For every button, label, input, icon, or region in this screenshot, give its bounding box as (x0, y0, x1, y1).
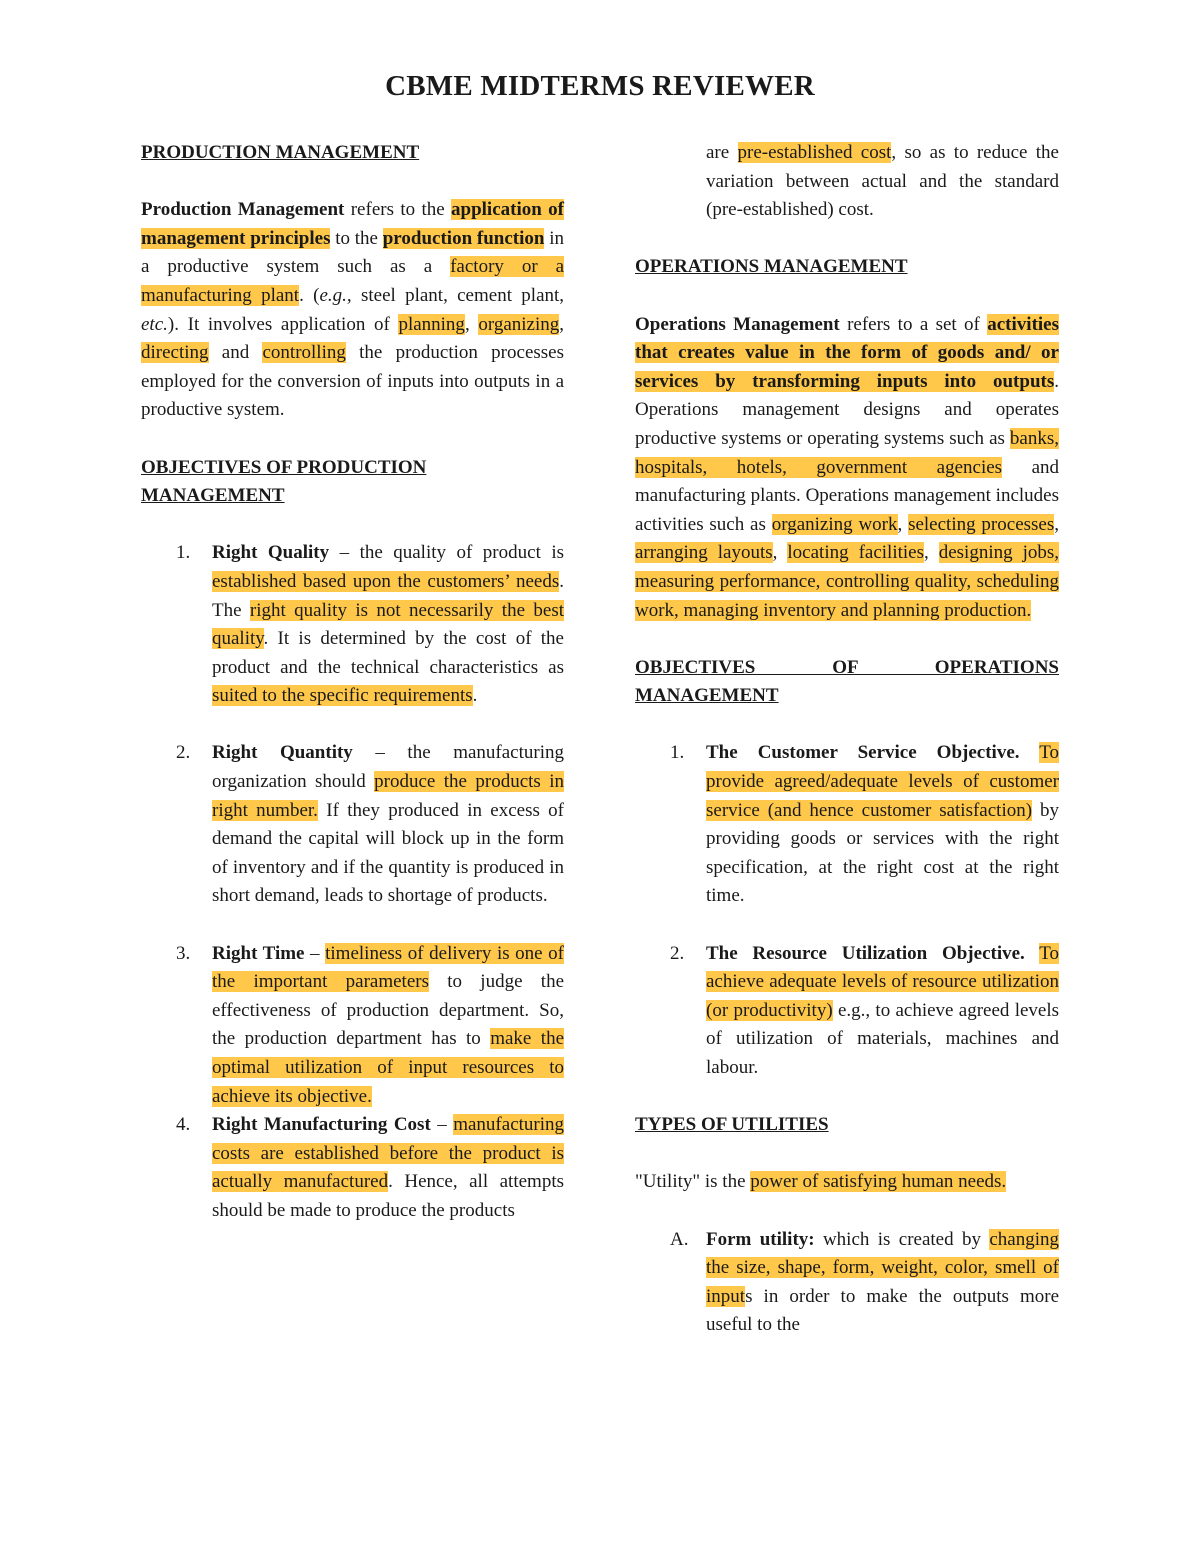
utility-item: A. Form utility: which is created by changing the size, shape, form, weight, color, smell of inputs in order to make the outputs more useful to the (635, 1226, 1059, 1340)
operations-management-heading: OPERATIONS MANAGEMENT (635, 256, 908, 278)
production-objective-item: 2. Right Quantity – the manufacturing organization should produce the products in right number. If they produced in excess of demand the capital will block up in the form of inventory and if the quantity is produced in short demand, leads to shortage of products. (141, 739, 564, 911)
highlight: pre-established cost (737, 142, 892, 163)
types-of-utilities-heading: TYPES OF UTILITIES (635, 1114, 829, 1136)
list-number: 2. (176, 742, 191, 764)
highlight: organizing (478, 313, 560, 335)
item-title: Right Quality (212, 542, 330, 564)
highlight: produce the products in right number. (212, 771, 564, 821)
operations-objectives-heading: OBJECTIVES OF OPERATIONS MANAGEMENT (635, 656, 1059, 707)
production-objectives-heading: OBJECTIVES OF PRODUCTION MANAGEMENT (141, 456, 427, 507)
item-title: Right Quantity (212, 742, 353, 764)
term: Production Management (141, 199, 345, 221)
production-objective-item: 1. Right Quality – the quality of product is established based upon the customers’ needs. The right quality is not necessarily the best quality. It is determined by the cost of the product and the technical characteristics as suited to the specific requirements. (141, 539, 564, 711)
highlight: directing (141, 342, 209, 364)
continuation-text: are pre-established cost, so as to reduce the variation between actual and the standard (pre-established) cost. (706, 142, 1059, 221)
highlight: application of management principles (141, 199, 564, 249)
highlight: organizing work (771, 513, 898, 535)
item-title: The Customer Service Objective. (706, 742, 1020, 764)
highlight: designing jobs, measuring performance, controlling quality, scheduling work, managing inventory and planning production. (635, 542, 1060, 621)
highlight: To provide agreed/adequate levels of customer service (and hence customer satisfaction) (706, 742, 1059, 821)
highlight: make the optimal utilization of input resources to achieve its objective. (212, 1028, 564, 1107)
item-title: Form utility: (706, 1228, 815, 1250)
highlight: planning (398, 313, 465, 335)
highlight: locating facilities (787, 542, 924, 564)
production-objective-item: 4. Right Manufacturing Cost – manufacturing costs are established before the product is actually manufactured. Hence, all attempts should be made to produce the products (141, 1111, 564, 1225)
highlight: arranging layouts (635, 542, 773, 564)
highlight: suited to the specific requirements (212, 685, 473, 707)
highlight: production function (382, 227, 545, 249)
highlight: To achieve adequate levels of resource utilization (or productivity) (706, 942, 1059, 1021)
production-objective-item: 3. Right Time – timeliness of delivery is one of the important parameters to judge the effectiveness of production department. So, the production department has to make the optimal utilization of input resources to achieve its objective. (141, 940, 564, 1112)
list-number: 1. (670, 742, 685, 764)
highlight: power of satisfying human needs. (750, 1171, 1007, 1193)
operations-objective-item: 1. The Customer Service Objective. To provide agreed/adequate levels of customer service (and hence customer satisfaction) by providing goods or services with the right specification, at the right cost at the right time. (635, 739, 1059, 911)
left-column (141, 139, 564, 1226)
highlight: manufacturing costs are established before the product is actually manufactured (212, 1114, 565, 1193)
list-number: 2. (670, 942, 685, 964)
list-number: 3. (176, 942, 191, 964)
item-title: Right Time (212, 942, 305, 964)
item-title: The Resource Utilization Objective. (706, 942, 1025, 964)
right-column (635, 139, 1059, 1340)
list-number: 1. (176, 542, 191, 564)
utility-definition: "Utility" is the power of satisfying human needs. (635, 1171, 1007, 1193)
operations-objective-item: 2. The Resource Utilization Objective. To achieve adequate levels of resource utilization (or productivity) e.g., to achieve agreed levels of utilization of materials, machines and labour. (635, 940, 1059, 1083)
highlight: right quality is not necessarily the best quality (212, 599, 564, 650)
term: Operations Management (635, 313, 840, 335)
page-title: CBME MIDTERMS REVIEWER (385, 70, 815, 102)
highlight: factory or a manufacturing plant (141, 256, 564, 306)
production-management-heading: PRODUCTION MANAGEMENT (141, 142, 420, 163)
list-letter: A. (670, 1228, 689, 1250)
highlight: established based upon the customers’ needs (212, 570, 560, 592)
highlight: timeliness of delivery is one of the important parameters (212, 942, 565, 993)
highlight: selecting processes (908, 513, 1055, 535)
highlight: banks, hospitals, hotels, government agencies (635, 427, 1059, 478)
item-title: Right Manufacturing Cost (212, 1114, 431, 1136)
highlight: controlling (262, 342, 346, 364)
production-management-definition: Production Management refers to the application of management principles to the production function in a productive system such as a factory or a manufacturing plant. (e.g., steel plant, cement plant, etc.). It involves application of planning, organizing, directing and controlling the production processes employed for the conversion of inputs into outputs in a productive system. (141, 199, 565, 421)
list-number: 4. (176, 1114, 191, 1136)
highlight: activities that creates value in the form of goods and/ or services by transforming inputs into outputs (635, 313, 1060, 392)
operations-management-definition: Operations Management refers to a set of activities that creates value in the form of goods and/ or services by transforming inputs into outputs. Operations management designs and operates productive systems or operating systems such as banks, hospitals, hotels, government agencies and manufacturing plants. Operations management includes activities such as organizing work, selecting processes, arranging layouts, locating facilities, designing jobs, measuring performance, controlling quality, scheduling work, managing inventory and planning production. (635, 313, 1060, 621)
highlight: changing the size, shape, form, weight, color, smell of input (706, 1228, 1059, 1307)
